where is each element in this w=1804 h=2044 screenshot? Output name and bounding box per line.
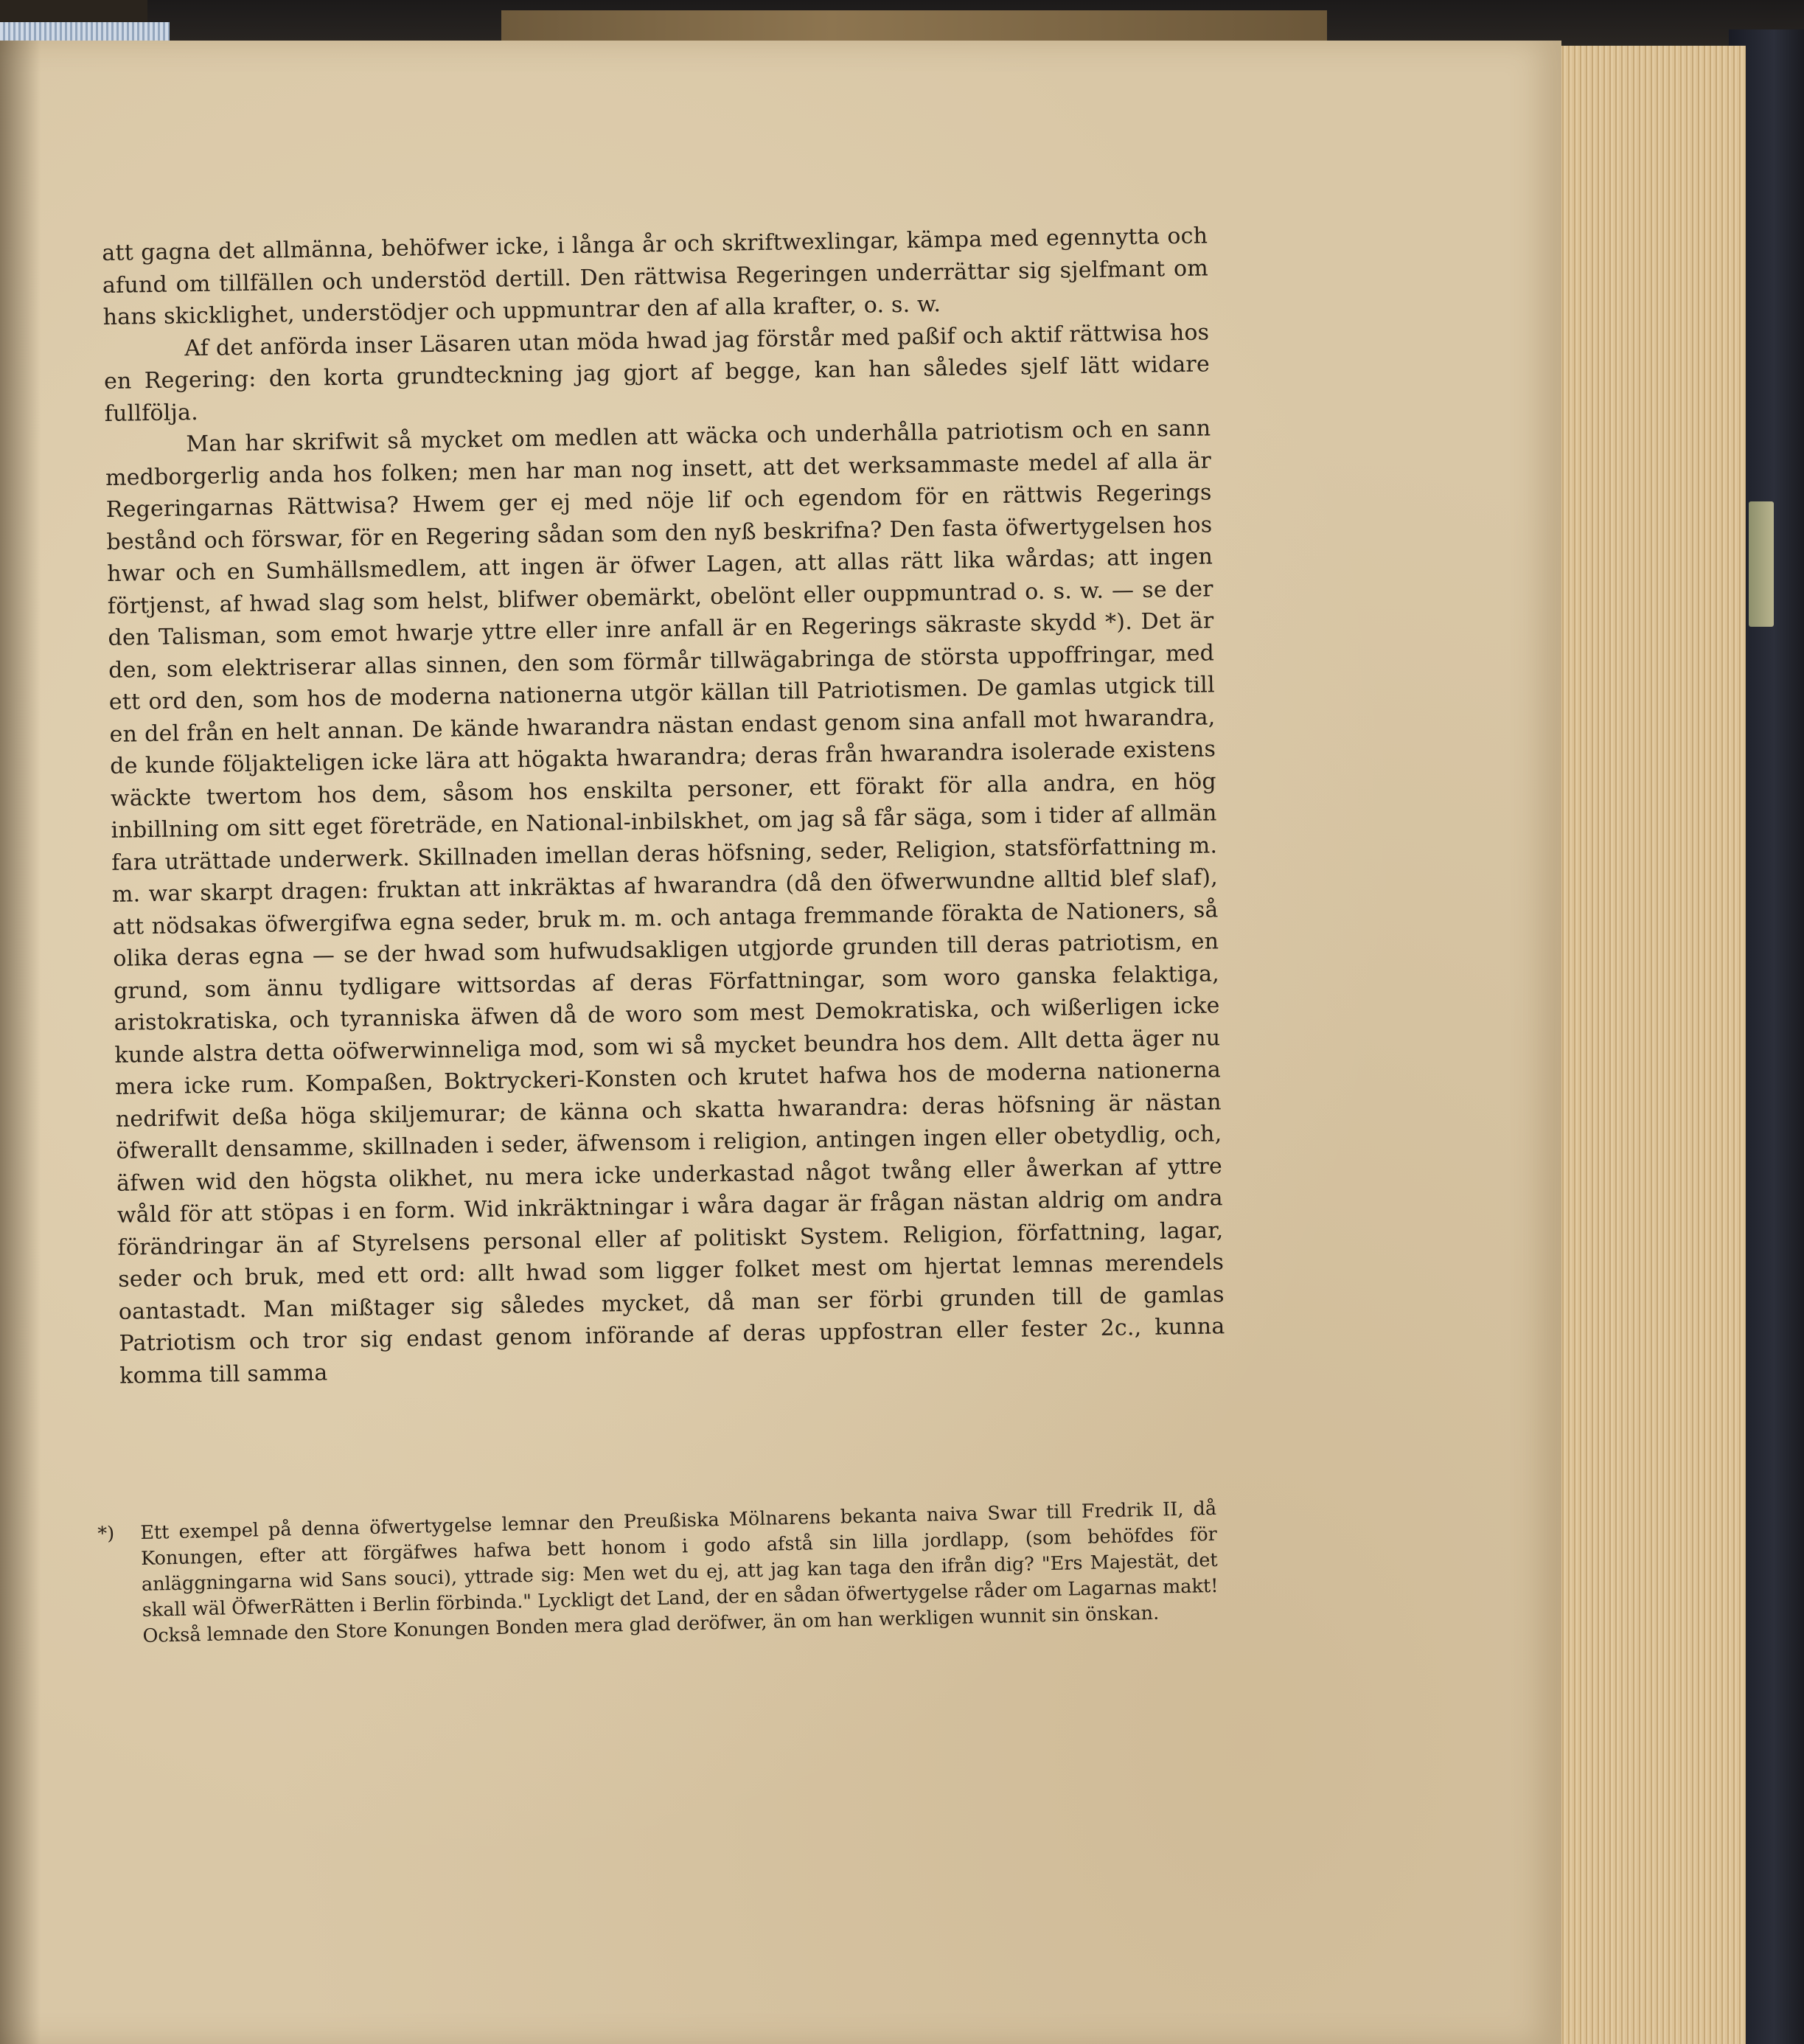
paragraph-3: Man har skrifwit så mycket om medlen att wäcka och underhålla patriotism och en sann medborgerlig anda hos folken; men har man nog insett, att det werksammaste medel af alla är Regeringarnas Rättwisa? Hwem ger ej med nöje lif och egendom för en rättwis Regerings bestånd och förswar, för en Regering sådan som den nyß beskrifna? Den fasta öfwertygelsen hos hwar och en Sumhällsmedlem, att ingen är öfwer Lagen, att allas rätt lika wårdas; att ingen förtjenst, af hwad slag som helst, blifwer obemärkt, obelönt eller ouppmuntrad o. s. w. — se der den Talisman, som emot hwarje yttre eller inre anfall är en Regerings säkraste skydd *). Det är den, som elektriserar allas sinnen, den som förmår tillwägabringa de största uppoffringar, med ett ord den, som hos de moderna nationerna utgör källan till Patriotismen. De gamlas utgick till en del från en helt annan. De kände hwarandra nästan endast genom sina anfall mot hwarandra, de kunde följakteligen icke lära att högakta hwarandra; deras från hwarandra isolerade existens wäckte twertom hos dem, såsom hos enskilta personer, ett förakt för alla andra, en hög inbillning om sitt eget företräde, en National-inbilskhet, om jag så får säga, som i tider af allmän fara uträttade underwerk. Skillnaden imellan deras höfsning, seder, Religion, statsförfattning m. m. war skarpt dragen: fruktan att inkräktas af hwarandra (då den öfwerwundne alltid blef slaf), att nödsakas öfwergifwa egna seder, bruk m. m. och antaga fremmande förakta de Nationers, så olika deras egna — se der hwad som hufwudsakligen utgjorde grunden till deras patriotism, en grund, som ännu tydligare wittsordas af deras Författningar, som woro ganska felaktiga, aristokratiska, och tyranniska äfwen då de woro som mest Demokratiska, och wißerligen icke kunde alstra detta oöfwerwinneliga mod, som wi så mycket beundra hos dem. Allt detta äger nu mera icke rum. Kompaßen, Boktryckeri-Konsten och krutet hafwa hos de moderna nationerna nedrifwit deßa höga skiljemurar; de känna och skatta hwarandra: deras höfsning är nästan öfwerallt densamme, skillnaden i seder, äfwensom i religion, antingen ingen eller obetydlig, och, äfwen wid den högsta olikhet, nu mera icke underkastad något twång eller åwerkan af yttre wåld för att stöpas i en form. Wid inkräktningar i wåra dagar är frågan nästan aldrig om andra förändringar än af Styrelsens personal eller af politiskt System. Religion, författning, lagar, seder och bruk, med ett ord: allt hwad som ligger folket mest om hjertat lemnas merendels oantastadt. Man mißtager sig således mycket, då man ser förbi grunden till de gamlas Patriotism och tror sig endast genom införande af deras uppfostran eller fester 2c., kunna komma till samma bbox=[105, 415, 1225, 1389]
paragraph-2: Af det anförda inser Läsaren utan möda hwad jag förstår med paßif och aktif rättwisa hos en Regering: den korta grundteckning jag gjort af begge, kan han således sjelf lätt widare fullfölja. bbox=[103, 319, 1211, 427]
page-tab bbox=[1749, 501, 1774, 627]
paragraph-1: att gagna det allmänna, behöfwer icke, i långa år och skriftwexlingar, kämpa med egennytta och afund om tillfällen och understöd dertill. Den rättwisa Regeringen underrättar sig sjelfmant om hans skicklighet, understödjer och uppmuntrar den af alla krafter, o. s. w. bbox=[102, 223, 1209, 330]
footnote-marker: *) bbox=[97, 1522, 115, 1546]
page-edges bbox=[1552, 46, 1746, 2044]
page-gutter bbox=[0, 41, 41, 2044]
footnote bbox=[97, 1496, 1219, 1650]
body-text bbox=[102, 220, 1225, 1391]
footnote-text: Ett exempel på denna öfwertygelse lemnar den Preußiska Mölnarens bekanta naiva Swar till Fredrik II, då Konungen, efter att förgäfwes hafwa bett honom i godo afstå sin lilla jordlapp, (som behöfdes för anläggningarna wid Sans souci), yttrade sig: Men wet du ej, att jag kan taga den ifrån dig? "Ers Majestät, det skall wäl ÖfwerRätten i Berlin förbinda." Lyckligt det Land, der en sådan öfwertygelse råder om Lagarnas makt! Också lemnade den Store Konungen Bonden mera glad deröfwer, än om han werkligen wunnit sin önskan. bbox=[140, 1497, 1219, 1647]
footnote-paragraph bbox=[97, 1496, 1219, 1650]
